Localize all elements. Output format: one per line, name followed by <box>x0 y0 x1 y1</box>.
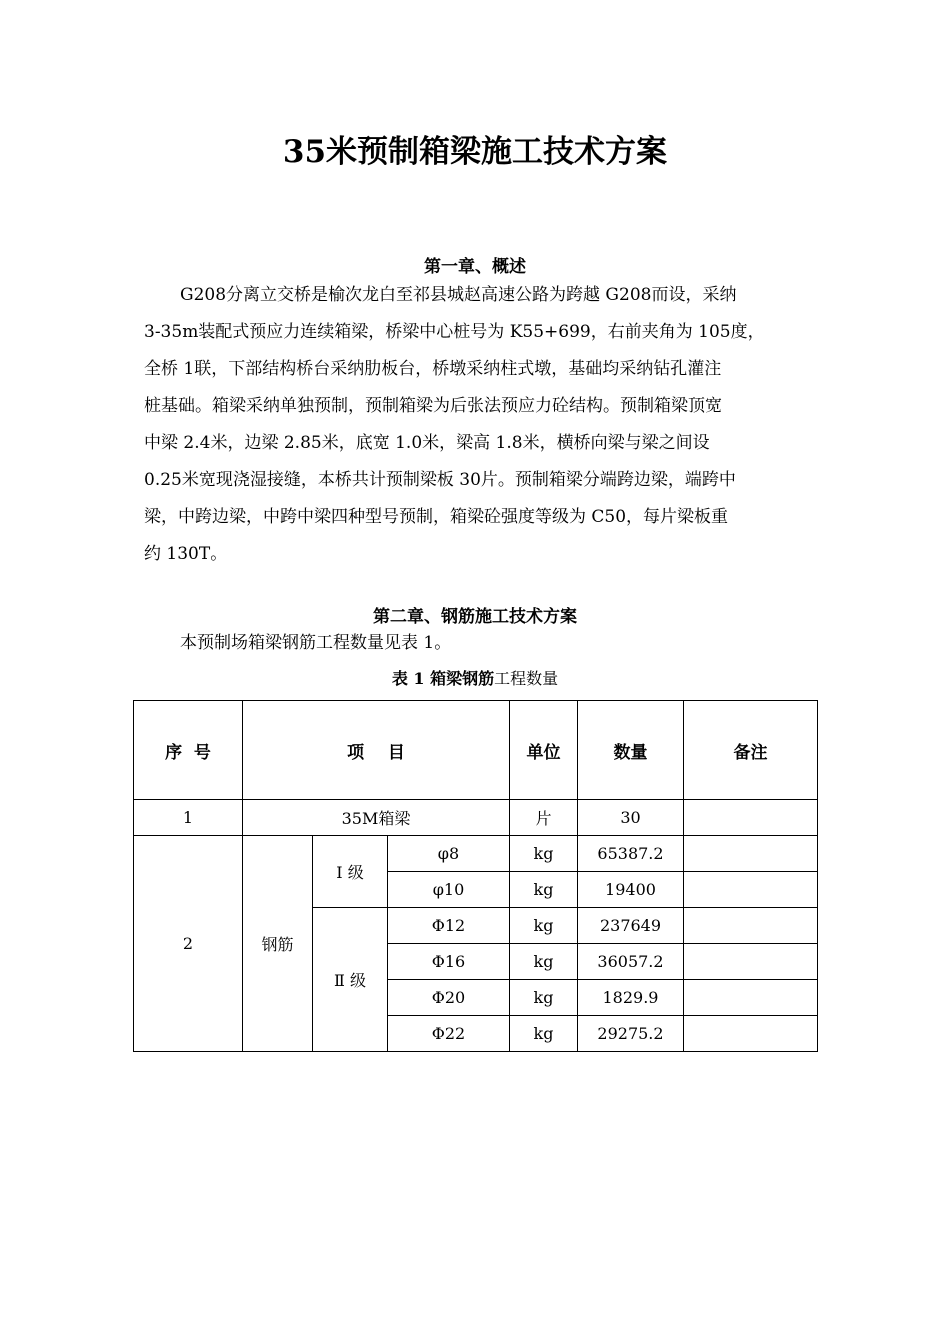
rebar-quantity-table <box>133 700 818 1052</box>
qty-cell: 19400 <box>578 872 684 908</box>
qty-cell: 1829.9 <box>578 980 684 1016</box>
caption-rest: 工程数量 <box>494 669 559 688</box>
qty-cell: 65387.2 <box>578 836 684 872</box>
paragraph-line: 约 130T。 <box>144 544 228 564</box>
row1-seq: 1 <box>134 800 243 836</box>
row1-qty: 30 <box>578 800 684 836</box>
paragraph-line: 0.25米宽现浇湿接缝，本桥共计预制梁板 30片。预制箱梁分端跨边梁，端跨中 <box>144 470 736 490</box>
note-cell <box>684 836 818 872</box>
row1-item: 35M箱梁 <box>243 800 510 836</box>
unit-cell: kg <box>510 1016 578 1052</box>
row1-note <box>684 800 818 836</box>
spec-cell: Φ16 <box>388 944 510 980</box>
spec-cell: Φ22 <box>388 1016 510 1052</box>
paragraph-line: G208分离立交桥是榆次龙白至祁县城赵高速公路为跨越 G208而设，采纳 <box>180 285 737 305</box>
table-caption <box>0 666 950 689</box>
paragraph-line: 3-35m装配式预应力连续箱梁，桥梁中心桩号为 K55+699，右前夹角为 105度， <box>144 322 765 342</box>
paragraph-line: 中梁 2.4米，边梁 2.85米，底宽 1.0米，梁高 1.8米，横桥向梁与梁之间设 <box>144 433 710 453</box>
chapter2-intro <box>144 625 808 662</box>
note-cell <box>684 908 818 944</box>
chapter2-heading: 第二章、钢筋施工技术方案 <box>373 607 577 627</box>
row2-seq: 2 <box>134 836 243 1052</box>
header-unit: 单位 <box>510 701 578 800</box>
paragraph-line: 全桥 1联，下部结构桥台采纳肋板台，桥墩采纳柱式墩，基础均采纳钻孔灌注 <box>144 359 722 379</box>
unit-cell: kg <box>510 944 578 980</box>
document-title: 35米预制箱梁施工技术方案 <box>282 134 668 170</box>
unit-cell: kg <box>510 836 578 872</box>
chapter1-heading: 第一章、概述 <box>424 257 526 277</box>
spec-cell: Φ12 <box>388 908 510 944</box>
row1-unit: 片 <box>510 800 578 836</box>
unit-cell: kg <box>510 908 578 944</box>
unit-cell: kg <box>510 872 578 908</box>
note-cell <box>684 980 818 1016</box>
qty-cell: 29275.2 <box>578 1016 684 1052</box>
note-cell <box>684 1016 818 1052</box>
header-seq: 序 号 <box>134 701 243 800</box>
intro-line: 本预制场箱梁钢筋工程数量见表 1。 <box>180 633 452 653</box>
caption-bold: 表 1 箱梁钢筋 <box>391 669 495 688</box>
table-row <box>134 836 818 872</box>
header-note: 备注 <box>684 701 818 800</box>
unit-cell: kg <box>510 980 578 1016</box>
paragraph-line: 梁，中跨边梁，中跨中梁四种型号预制，箱梁砼强度等级为 C50，每片梁板重 <box>144 507 729 527</box>
chapter1-paragraph <box>144 277 808 573</box>
spec-cell: φ8 <box>388 836 510 872</box>
grade-2-label: Ⅱ 级 <box>313 908 388 1052</box>
table-header-row <box>134 701 818 800</box>
header-item: 项 目 <box>243 701 510 800</box>
header-qty: 数量 <box>578 701 684 800</box>
note-cell <box>684 944 818 980</box>
note-cell <box>684 872 818 908</box>
spec-cell: Φ20 <box>388 980 510 1016</box>
grade-1-label: Ⅰ 级 <box>313 836 388 908</box>
qty-cell: 237649 <box>578 908 684 944</box>
table-row <box>134 800 818 836</box>
qty-cell: 36057.2 <box>578 944 684 980</box>
spec-cell: φ10 <box>388 872 510 908</box>
row2-item: 钢筋 <box>243 836 313 1052</box>
paragraph-line: 桩基础。箱梁采纳单独预制，预制箱梁为后张法预应力砼结构。预制箱梁顶宽 <box>144 396 722 416</box>
